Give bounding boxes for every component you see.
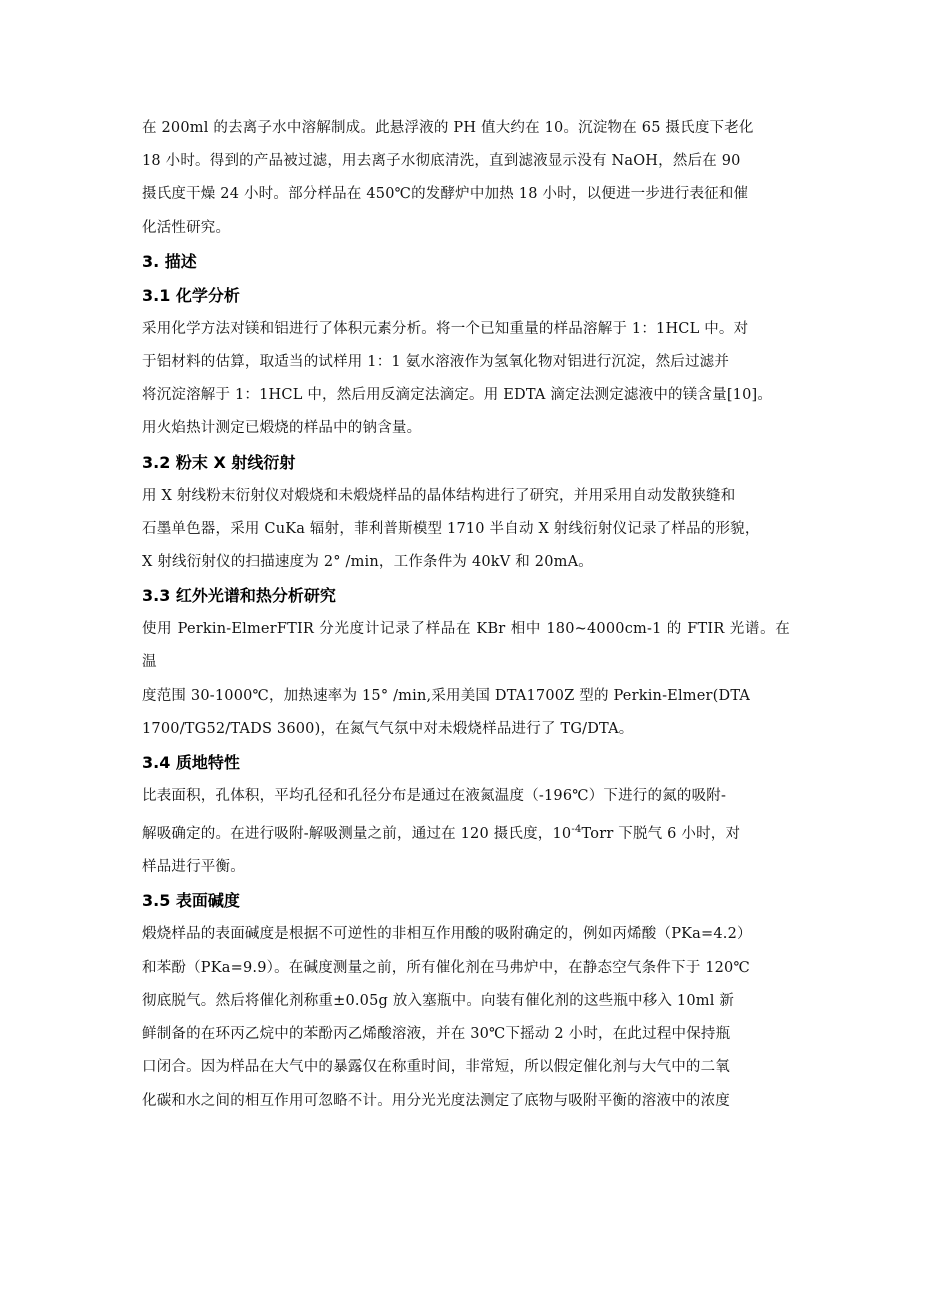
section-heading-3: 3. 描述 [142,251,197,271]
text-line: 采用化学方法对镁和铝进行了体积元素分析。将一个已知重量的样品溶解于 1：1HCL 中。对 [142,320,749,337]
paragraph-surface-basicity [142,918,790,1117]
section-heading-3-2: 3.2 粉末 X 射线衍射 [142,452,296,472]
text-line: 于铝材料的估算，取适当的试样用 1：1 氨水溶液作为氢氧化物对铝进行沉淀，然后过滤并 [142,354,730,371]
text-line: 石墨单色器，采用 CuKa 辐射，菲利普斯模型 1710 半自动 X 射线衍射仪记录了样品的形貌， [142,520,760,537]
text-line: 将沉淀溶解于 1：1HCL 中，然后用反滴定法滴定。用 EDTA 滴定法测定滤液中的镁含量[10]。 [142,387,773,404]
text-line: 彻底脱气。然后将催化剂称重±0.05g 放入塞瓶中。向装有催化剂的这些瓶中移入 10ml 新 [142,992,735,1009]
text-line: 用 X 射线粉末衍射仪对煅烧和未煅烧样品的晶体结构进行了研究，并用采用自动发散狭缝和 [142,487,736,504]
text-line: 鲜制备的在环丙乙烷中的苯酚丙乙烯酸溶液，并在 30℃下摇动 2 小时，在此过程中保持瓶 [142,1026,731,1043]
text-line: 用火焰热计测定已煅烧的样品中的钠含量。 [142,420,422,437]
section-heading-3-3: 3.3 红外光谱和热分析研究 [142,586,336,606]
text-line [142,813,790,851]
text-line: 比表面积，孔体积，平均孔径和孔径分布是通过在液氮温度（-196℃）下进行的氮的吸附- [142,788,727,805]
section-heading-3-5: 3.5 表面碱度 [142,891,240,911]
text-segment: 解吸确定的。在进行吸附-解吸测量之前，通过在 120 摄氏度， [142,826,553,843]
paragraph-chemical-analysis [142,313,790,446]
paragraph-ir-thermal [142,613,790,746]
text-line: 口闭合。因为样品在大气中的暴露仅在称重时间，非常短，所以假定催化剂与大气中的二氧 [142,1059,730,1076]
text-line: 样品进行平衡。 [142,859,245,876]
paragraph-xrd [142,480,790,580]
text-line: 1700/TG52/TADS 3600)，在氮气气氛中对未煅烧样品进行了 TG/DTA。 [142,720,634,737]
intro-paragraph [142,112,790,245]
document-page [142,112,790,1118]
text-line: 摄氏度干燥 24 小时。部分样品在 450℃的发酵炉中加热 18 小时，以便进一步进行表征和催 [142,186,749,203]
text-line: 煅烧样品的表面碱度是根据不可逆性的非相互作用酸的吸附确定的，例如丙烯酸（PKa=4.2） [142,926,752,943]
text-line: 度范围 30-1000℃，加热速率为 15° /min,采用美国 DTA1700Z 型的 Perkin-Elmer(DTA [142,687,751,704]
text-line: 化活性研究。 [142,219,231,236]
text-line: 和苯酚（PKa=9.9）。在碱度测量之前，所有催化剂在马弗炉中，在静态空气条件下于 120℃ [142,959,750,976]
pressure-exponent: -4 [571,824,582,836]
paragraph-texture [142,780,790,884]
text-line: 使用 Perkin-ElmerFTIR 分光度计记录了样品在 KBr 相中 180~4000cm-1 的 FTIR 光谱。在温 [142,621,790,671]
text-line: 化碳和水之间的相互作用可忽略不计。用分光光度法测定了底物与吸附平衡的溶液中的浓度 [142,1092,730,1109]
text-segment: Torr 下脱气 6 小时，对 [581,826,741,843]
text-line: X 射线衍射仪的扫描速度为 2° /min，工作条件为 40kV 和 20mA。 [142,554,593,571]
text-line: 在 200ml 的去离子水中溶解制成。此悬浮液的 PH 值大约在 10。沉淀物在 65 摄氏度下老化 [142,120,754,136]
pressure-base: 10 [552,826,572,843]
section-heading-3-4: 3.4 质地特性 [142,753,240,773]
section-heading-3-1: 3.1 化学分析 [142,285,240,305]
text-line: 18 小时。得到的产品被过滤，用去离子水彻底清洗，直到滤液显示没有 NaOH，然后在 90 [142,153,741,170]
